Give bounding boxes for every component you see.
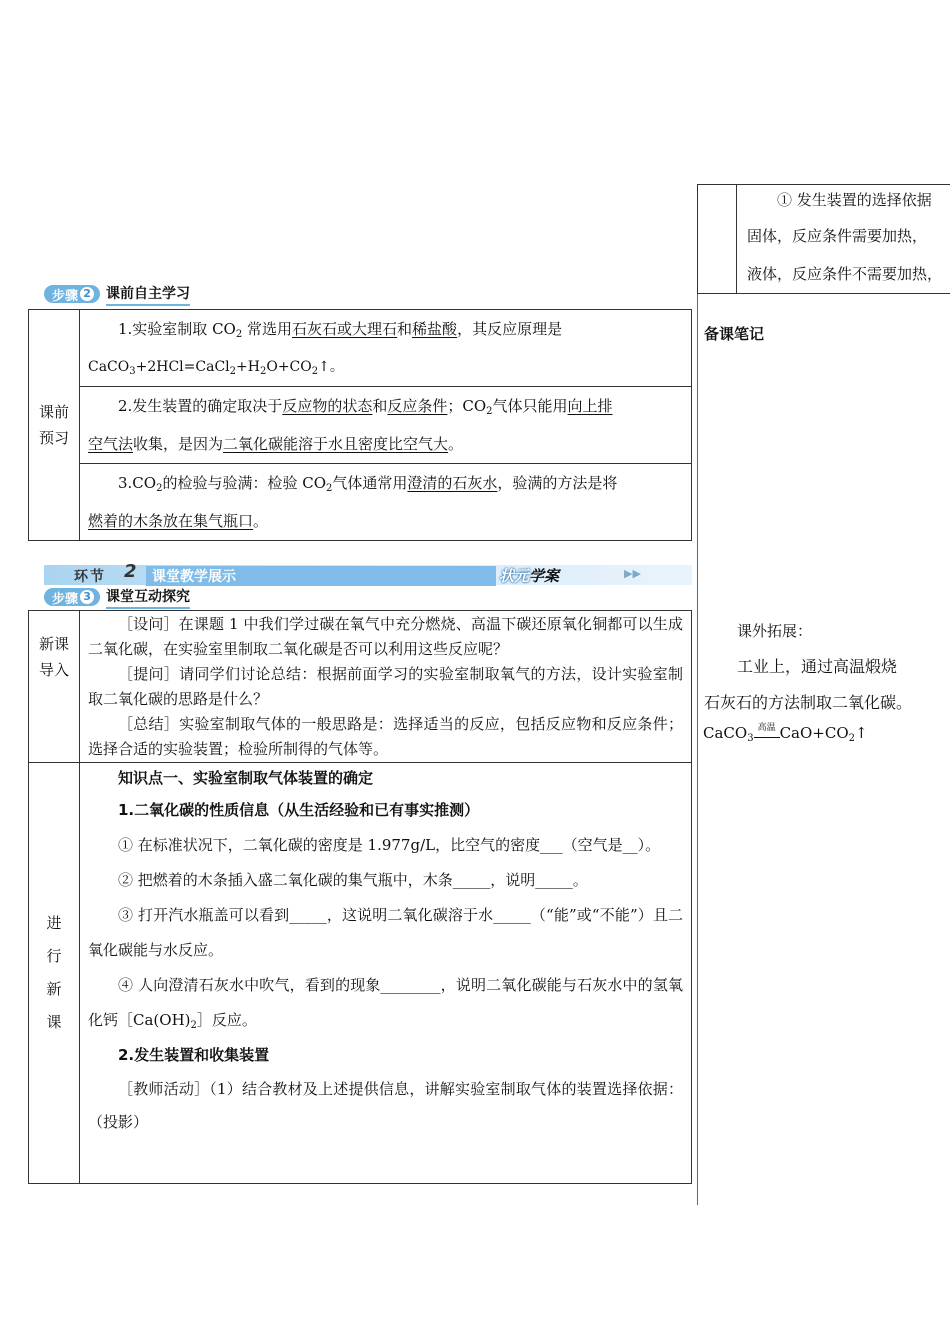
preview-q3	[80, 464, 692, 541]
q2-text: 2.发生装置的确定取决于反应物的状态和反应条件；$CO_2$气体只能用向上排 空气法收集，是因为二氧化碳能溶于水且密度比空气大。	[88, 397, 613, 453]
device-line-3: 液体，反应条件不需要加热，	[747, 265, 943, 283]
new-lesson-label: 进 行 新 课	[29, 763, 80, 1184]
step2-banner	[44, 283, 190, 305]
eq-condition	[754, 723, 780, 738]
q3-text: $3.CO_2$的检验与验满：检验 $CO_2$气体通常用澄清的石灰水，验满的方法是将 燃着的木条放在集气瓶口。	[88, 474, 618, 530]
step2-number: 2	[80, 287, 94, 301]
eq-sub: 3	[747, 733, 754, 744]
notes-divider	[697, 290, 698, 1205]
extension-title: 课外拓展：	[737, 622, 813, 640]
extension-line-2: 石灰石的方法制取二氧化碳。	[704, 693, 913, 712]
q1-answer-1: 石灰石或大理石	[292, 320, 398, 338]
device-heading: 2.发生装置和收集装置	[118, 1046, 270, 1064]
step3-title: 课堂互动探究	[106, 586, 190, 609]
teacher-activity: ［教师活动］（1）结合教材及上述提供信息，讲解实验室制取气体的装置选择依据：（投影）	[88, 1080, 683, 1131]
q2-answer-4: 二氧化碳能溶于水且密度比空气大	[223, 435, 449, 453]
brand-logo: 状元学案	[499, 567, 560, 585]
eq-sub: 2	[848, 733, 856, 744]
step3-pill	[44, 588, 100, 606]
device-selection-box	[697, 184, 950, 294]
preview-table	[28, 309, 692, 541]
property-item-1: ① 在标准状况下，二氧化碳的密度是 1.977g/L，比空气的密度___（空气是__）。	[118, 836, 661, 854]
q2-answer-1: 反应物的状态	[282, 397, 373, 415]
lesson-table	[28, 610, 692, 1184]
section2-number: 2	[124, 561, 137, 582]
device-line-2: 固体，反应条件需要加热，	[747, 227, 928, 245]
q1-equation: $CaCO_3+2HCl=CaCl_2+H_2O+CO_2↑$。	[88, 359, 344, 377]
q2-answer-3: 向上排	[567, 397, 613, 415]
q3-answer-1: 澄清的石灰水	[407, 474, 498, 492]
step3-banner	[44, 586, 190, 608]
step3-number: 3	[80, 590, 94, 604]
property-item-4: ④ 人向澄清石灰水中吹气，看到的现象________，说明二氧化碳能与石灰水中的氢氧化钙$[Ca(OH)_2]$反应。	[88, 976, 683, 1031]
q1-answer-2: 稀盐酸	[412, 320, 458, 338]
eq-reactant: CaCO	[703, 724, 748, 742]
q3-answer-2: 燃着的木条放在集气瓶口	[88, 512, 254, 530]
section2-banner	[44, 561, 692, 585]
step2-pill-label: 步骤	[52, 288, 79, 304]
step2-pill	[44, 285, 100, 303]
property-item-3: ③ 打开汽水瓶盖可以看到_____，这说明二氧化碳溶于水_____（“能”或“不能”）且二氧化碳能与水反应。	[88, 906, 683, 959]
intro-prompt: ［提问］请同学们讨论总结：根据前面学习的实验室制取氧气的方法，设计实验室制取二氧化碳的思路是什么？	[88, 665, 683, 708]
intro-summary: ［总结］实验室制取气体的一般思路是：选择适当的反应，包括反应物和反应条件；选择合适的实验装置；检验所制得的气体等。	[88, 715, 683, 758]
eq-products: CaO+CO	[779, 724, 849, 742]
intro-content	[80, 611, 692, 763]
new-lesson-content	[80, 763, 692, 1184]
step2-title: 课前自主学习	[106, 283, 190, 306]
eq-arrow: ↑	[855, 724, 868, 742]
extension-equation	[703, 724, 868, 742]
preview-q1	[80, 310, 692, 387]
device-selection-content	[736, 185, 950, 293]
section2-title: 课堂教学展示	[146, 566, 496, 586]
device-line-1: ① 发生装置的选择依据	[777, 191, 932, 209]
eq-condition-text: 高温	[757, 723, 776, 733]
step3-pill-label: 步骤	[52, 591, 79, 607]
q2-answer-3b: 空气法	[88, 435, 134, 453]
q2-answer-2: 反应条件	[387, 397, 448, 415]
double-arrow-icon: ▶▶	[624, 567, 641, 580]
q1-line: 1.实验室制取 $CO_2$ 常选用石灰石或大理石和稀盐酸，其反应原理是	[118, 320, 563, 340]
intro-label: 新课 导入	[29, 611, 80, 763]
property-item-2: ② 把燃着的木条插入盛二氧化碳的集气瓶中，木条_____，说明_____。	[118, 871, 588, 889]
knowledge-point-title: 知识点一、实验室制取气体装置的确定	[118, 769, 374, 787]
section2-label: 环节	[74, 569, 106, 585]
extension-line-1: 工业上，通过高温煅烧	[737, 657, 898, 676]
intro-question: ［设问］在课题 1 中我们学过碳在氧气中充分燃烧、高温下碳还原氧化铜都可以生成二氧化碳，在实验室里制取二氧化碳是否可以利用这些反应呢？	[88, 615, 683, 658]
notes-title: 备课笔记	[704, 325, 765, 343]
properties-heading: 1.二氧化碳的性质信息（从生活经验和已有事实推测）	[118, 801, 480, 819]
preview-q2	[80, 387, 692, 464]
preview-label: 课前 预习	[29, 310, 80, 541]
